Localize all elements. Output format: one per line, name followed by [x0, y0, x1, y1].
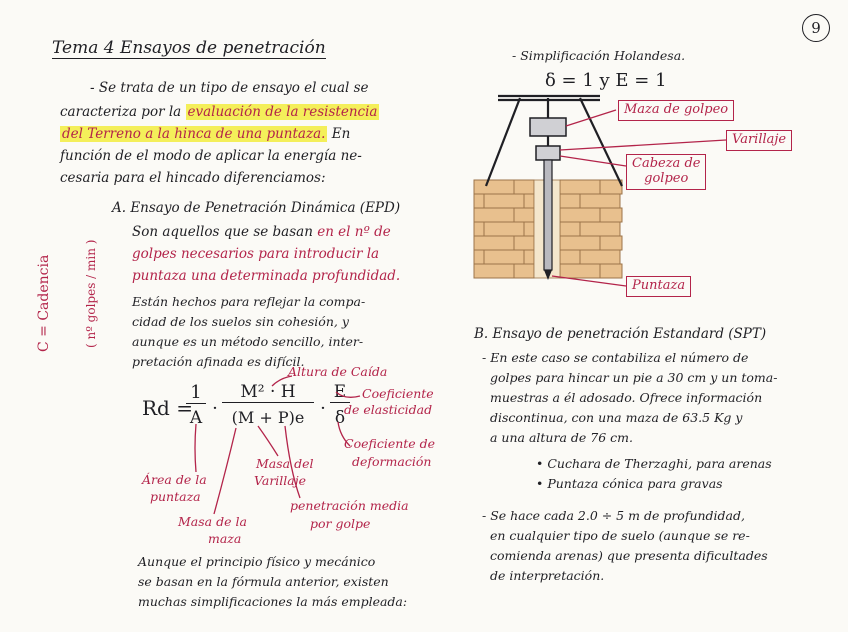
section-a-p2-line-4: pretación afinada es difícil. [132, 354, 305, 369]
closing-line-3: muchas simplificaciones la más empleada: [138, 594, 408, 609]
section-a-line-1-black: Son aquellos que se basan [132, 224, 313, 240]
section-b-bullet-2: • Puntaza cónica para gravas [536, 476, 723, 491]
formula-lhs: Rd = [142, 396, 193, 420]
label-area-2: puntaza [150, 489, 201, 504]
section-b-line-5: a una altura de 76 cm. [490, 430, 633, 445]
formula-numerator: M² · H [222, 382, 314, 403]
section-b-bullet-1: • Cuchara de Therzaghi, para arenas [536, 456, 772, 471]
formula-dot-2: · [320, 398, 326, 419]
formula-A: A [189, 408, 203, 428]
maza-block [530, 118, 566, 136]
section-a-line-2: golpes necesarios para introducir la [132, 246, 380, 262]
label-coef-elast-1: Coeficiente [362, 386, 434, 401]
formula-E: E [330, 382, 350, 403]
label-altura-caida: Altura de Caída [288, 364, 388, 379]
section-b-line-1: - En este caso se contabiliza el número de [482, 350, 749, 365]
label-masa-maza-1: Masa de la [178, 514, 247, 529]
label-cabeza-golpeo [626, 154, 706, 190]
label-coef-def-2: deformación [352, 454, 432, 469]
formula-dot-1: · [212, 398, 218, 419]
intro-line-2-text: caracteriza por la [60, 104, 182, 120]
label-masa-varillaje-2: Varillaje [254, 473, 307, 488]
highlight-evaluacion: evaluación de la resistencia [187, 104, 378, 120]
label-penetracion-2: por golpe [310, 516, 371, 531]
label-penetracion-1: penetración media [290, 498, 409, 513]
cabeza-block [536, 146, 560, 160]
section-b-more-4: de interpretación. [490, 568, 605, 583]
section-b-line-2: golpes para hincar un pie a 30 cm y un toma- [490, 370, 778, 385]
section-a-p2-line-3: aunque es un método sencillo, inter- [132, 334, 364, 349]
formula-delta: δ [334, 408, 346, 428]
section-b-more-2: en cualquier tipo de suelo (aunque se re- [490, 528, 750, 543]
brick-wall-right [560, 180, 622, 278]
label-varillaje: Varillaje [726, 130, 792, 151]
section-a-title: A. Ensayo de Penetración Dinámica (EPD) [112, 200, 401, 216]
section-b-title: B. Ensayo de penetración Estandard (SPT) [474, 326, 767, 342]
side-note-cadence: C = Cadencia [36, 254, 52, 352]
label-coef-elast-2: de elasticidad [344, 402, 433, 417]
intro-line-4: función de el modo de aplicar la energía ne- [60, 148, 362, 164]
intro-line-1: - Se trata de un tipo de ensayo el cual se [90, 80, 369, 96]
closing-line-1: Aunque el principio físico y mecánico [138, 554, 376, 569]
page-number: 9 [802, 14, 830, 42]
highlight-terreno: del Terreno a la hinca de una puntaza. [62, 126, 326, 142]
label-puntaza: Puntaza [626, 276, 691, 297]
section-b-more-3: comienda arenas) que presenta dificultades [490, 548, 768, 563]
tripod-frame [486, 96, 622, 186]
section-b-line-3: muestras a él adosado. Ofrece información [490, 390, 763, 405]
section-a-line-1-red: en el nº de [317, 224, 391, 240]
label-coef-def-1: Coeficiente de [344, 436, 436, 451]
brick-wall-left [474, 180, 534, 278]
section-a-p2-line-2: cidad de los suelos sin cohesión, y [132, 314, 349, 329]
intro-line-3-text: En [331, 126, 351, 142]
label-cabeza-line-2: golpeo [644, 170, 689, 186]
section-a-line-3: puntaza una determinada profundidad. [132, 268, 401, 284]
section-a-p2-line-1: Están hechos para reflejar la compa- [132, 294, 366, 309]
side-note-units: ( nº golpes / min ) [84, 239, 98, 348]
varillaje-rod [544, 160, 552, 270]
label-cabeza-line-1: Cabeza de [632, 156, 701, 171]
simplificacion-equation: δ = 1 y E = 1 [545, 70, 667, 91]
simplificacion-holandesa: - Simplificación Holandesa. [512, 48, 686, 63]
label-masa-maza-2: maza [208, 531, 242, 546]
formula-denominator: (M + P)e [231, 408, 305, 427]
section-b-line-4: discontinua, con una maza de 63.5 Kg y [490, 410, 743, 425]
section-b-more-1: - Se hace cada 2.0 ÷ 5 m de profundidad, [482, 508, 745, 523]
label-maza-golpeo: Maza de golpeo [618, 100, 734, 121]
intro-line-5: cesaria para el hincado diferenciamos: [60, 170, 326, 186]
closing-line-2: se basan en la fórmula anterior, existen [138, 574, 389, 589]
page-title: Tema 4 Ensayos de penetración [52, 38, 326, 58]
formula-one: 1 [186, 382, 206, 404]
label-area-1: Área de la [142, 472, 207, 487]
label-masa-varillaje-1: Masa del [256, 456, 314, 471]
